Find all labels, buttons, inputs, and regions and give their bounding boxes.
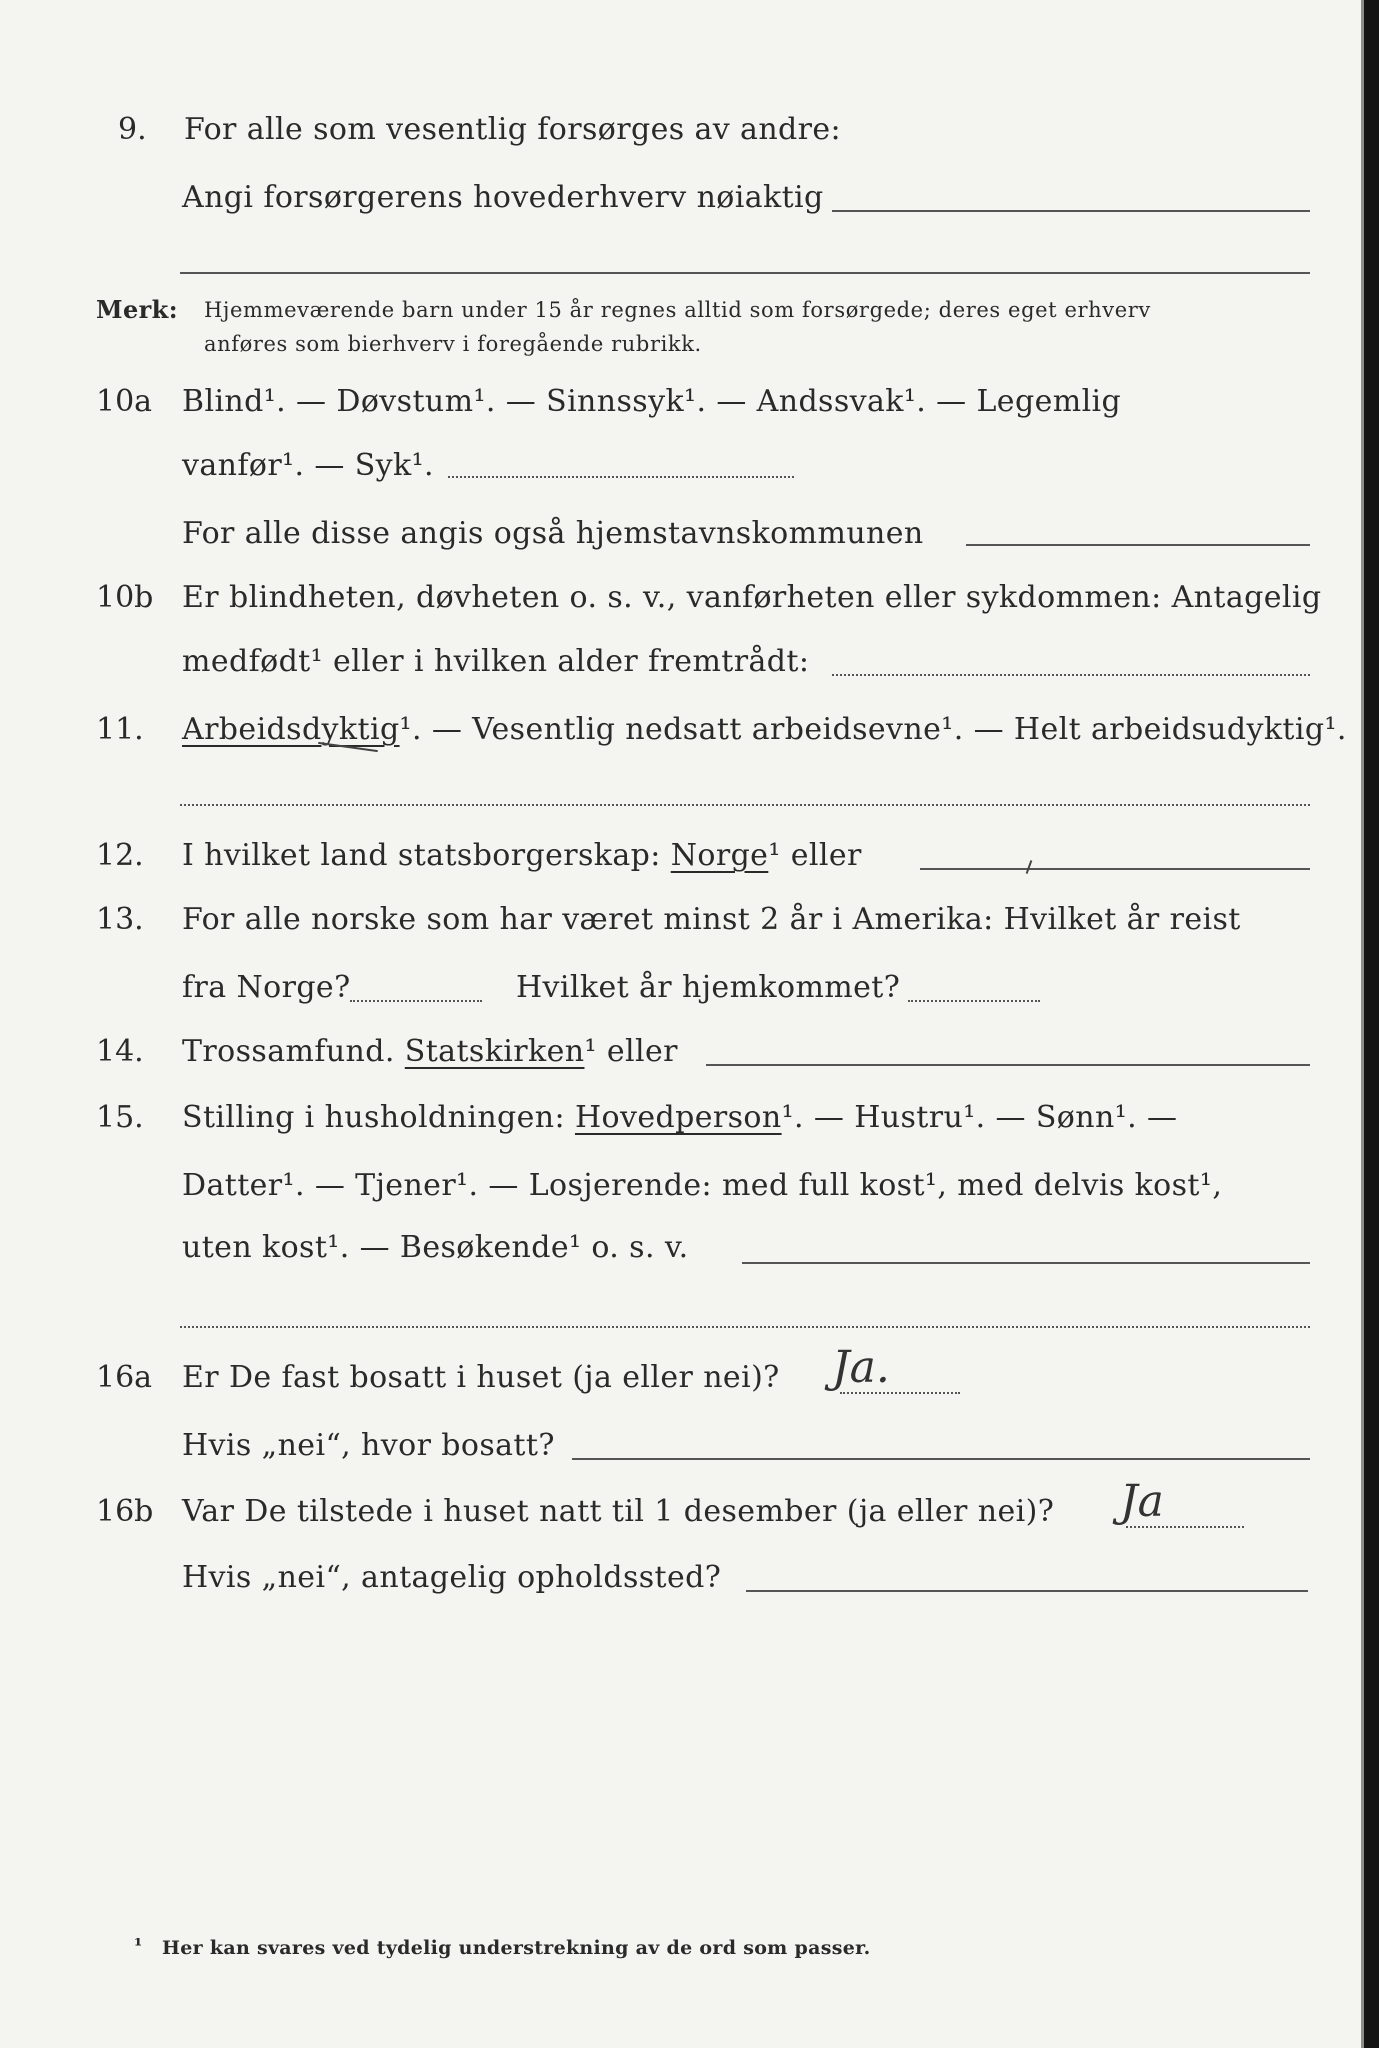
q9-text-line2: Angi forsørgerens hovederhverv nøiaktig <box>182 180 824 215</box>
footnote-text: Her kan svares ved tydelig understrekning av de ord som passer. <box>162 1937 871 1959</box>
q13-text-line1: For alle norske som har været minst 2 år i Amerika: Hvilket år reist <box>182 902 1241 937</box>
q16b-opholdssted-line[interactable] <box>746 1590 1308 1592</box>
q11-text <box>182 712 1347 748</box>
q12-answer-line[interactable] <box>920 868 1310 870</box>
q16b-text-line1: Var De tilstede i huset natt til 1 desember (ja eller nei)? <box>182 1494 1055 1529</box>
q16b-answer-line[interactable] <box>1126 1526 1244 1528</box>
q11-rest: ¹. — Vesentlig nedsatt arbeidsevne¹. — Helt arbeidsudyktig¹. <box>399 712 1347 747</box>
q10b-number: 10b <box>96 580 154 615</box>
q14-post: ¹ eller <box>584 1034 678 1069</box>
q12-option-norge[interactable]: Norge <box>670 838 769 873</box>
q10a-kommune-line[interactable] <box>966 544 1310 546</box>
q16a-handwritten-answer: Ja. <box>832 1342 890 1393</box>
q16b-number: 16b <box>96 1494 154 1529</box>
q15-number: 15. <box>96 1100 144 1135</box>
q13-text-line2b: Hvilket år hjemkommet? <box>516 970 901 1005</box>
pencil-mark <box>1026 860 1033 874</box>
q11-option-arbeidsdyktig[interactable]: Arbeidsdyktig <box>182 712 400 747</box>
q16a-bosatt-line[interactable] <box>572 1458 1310 1460</box>
q9-number: 9. <box>118 112 147 147</box>
q12-post: ¹ eller <box>768 838 862 873</box>
q9-text-line1: For alle som vesentlig forsørges av andre: <box>184 112 842 147</box>
q14-number: 14. <box>96 1034 144 1069</box>
q10a-text-line1: Blind¹. — Døvstum¹. — Sinnssyk¹. — Andssvak¹. — Legemlig <box>182 384 1122 419</box>
q16a-answer-line[interactable] <box>840 1392 960 1394</box>
q12-text <box>182 838 862 874</box>
merk-line2: anføres som bierhverv i foregående rubrikk. <box>204 332 702 356</box>
q16a-number: 16a <box>96 1360 153 1395</box>
q15-answer-line2[interactable] <box>180 1326 1310 1328</box>
q16a-text-line1: Er De fast bosatt i huset (ja eller nei)? <box>182 1360 780 1395</box>
q10a-number: 10a <box>96 384 153 419</box>
q10a-text-line2: vanfør¹. — Syk¹. <box>182 448 434 483</box>
q13-number: 13. <box>96 902 144 937</box>
q16b-handwritten-answer: Ja <box>1120 1476 1164 1527</box>
q14-pre: Trossamfund. <box>182 1034 395 1069</box>
merk-line1: Hjemmeværende barn under 15 år regnes alltid som forsørgede; deres eget erhverv <box>204 298 1151 322</box>
q10b-answer-line[interactable] <box>832 674 1310 676</box>
q10b-text-line2: medfødt¹ eller i hvilken alder fremtrådt: <box>182 644 810 679</box>
merk-label: Merk: <box>96 295 178 324</box>
q14-text <box>182 1034 678 1070</box>
q12-pre: I hvilket land statsborgerskap: <box>182 838 661 873</box>
q15-text-line3: uten kost¹. — Besøkende¹ o. s. v. <box>182 1230 689 1265</box>
q16a-text-line2: Hvis „nei“, hvor bosatt? <box>182 1428 555 1463</box>
q11-number: 11. <box>96 712 144 747</box>
q15-option-hovedperson[interactable]: Hovedperson <box>574 1100 782 1135</box>
q13-text-line2a: fra Norge? <box>182 970 351 1005</box>
page-edge <box>1358 0 1379 2048</box>
q10b-text-line1: Er blindheten, døvheten o. s. v., vanførheten eller sykdommen: Antagelig <box>182 580 1322 615</box>
q12-number: 12. <box>96 838 144 873</box>
q15-answer-line[interactable] <box>742 1262 1310 1264</box>
q15-rest1: ¹. — Hustru¹. — Sønn¹. — <box>781 1100 1178 1135</box>
q15-text-line2: Datter¹. — Tjener¹. — Losjerende: med full kost¹, med delvis kost¹, <box>182 1168 1223 1203</box>
q10a-text-line3: For alle disse angis også hjemstavnskommunen <box>182 516 924 551</box>
q15-pre: Stilling i husholdningen: <box>182 1100 566 1135</box>
q10a-answer-line[interactable] <box>448 476 794 478</box>
q13-hjemkommet-line[interactable] <box>908 1000 1040 1002</box>
q13-reist-line[interactable] <box>350 1000 482 1002</box>
q14-answer-line[interactable] <box>706 1064 1310 1066</box>
q16b-text-line2: Hvis „nei“, antagelig opholdssted? <box>182 1560 722 1595</box>
q9-answer-line2[interactable] <box>180 272 1310 274</box>
q14-option-statskirken[interactable]: Statskirken <box>404 1034 585 1069</box>
footnote-mark: ¹ <box>134 1935 143 1957</box>
q11-answer-line[interactable] <box>180 804 1310 806</box>
q9-answer-line[interactable] <box>832 210 1310 212</box>
q15-text-line1 <box>182 1100 1177 1136</box>
